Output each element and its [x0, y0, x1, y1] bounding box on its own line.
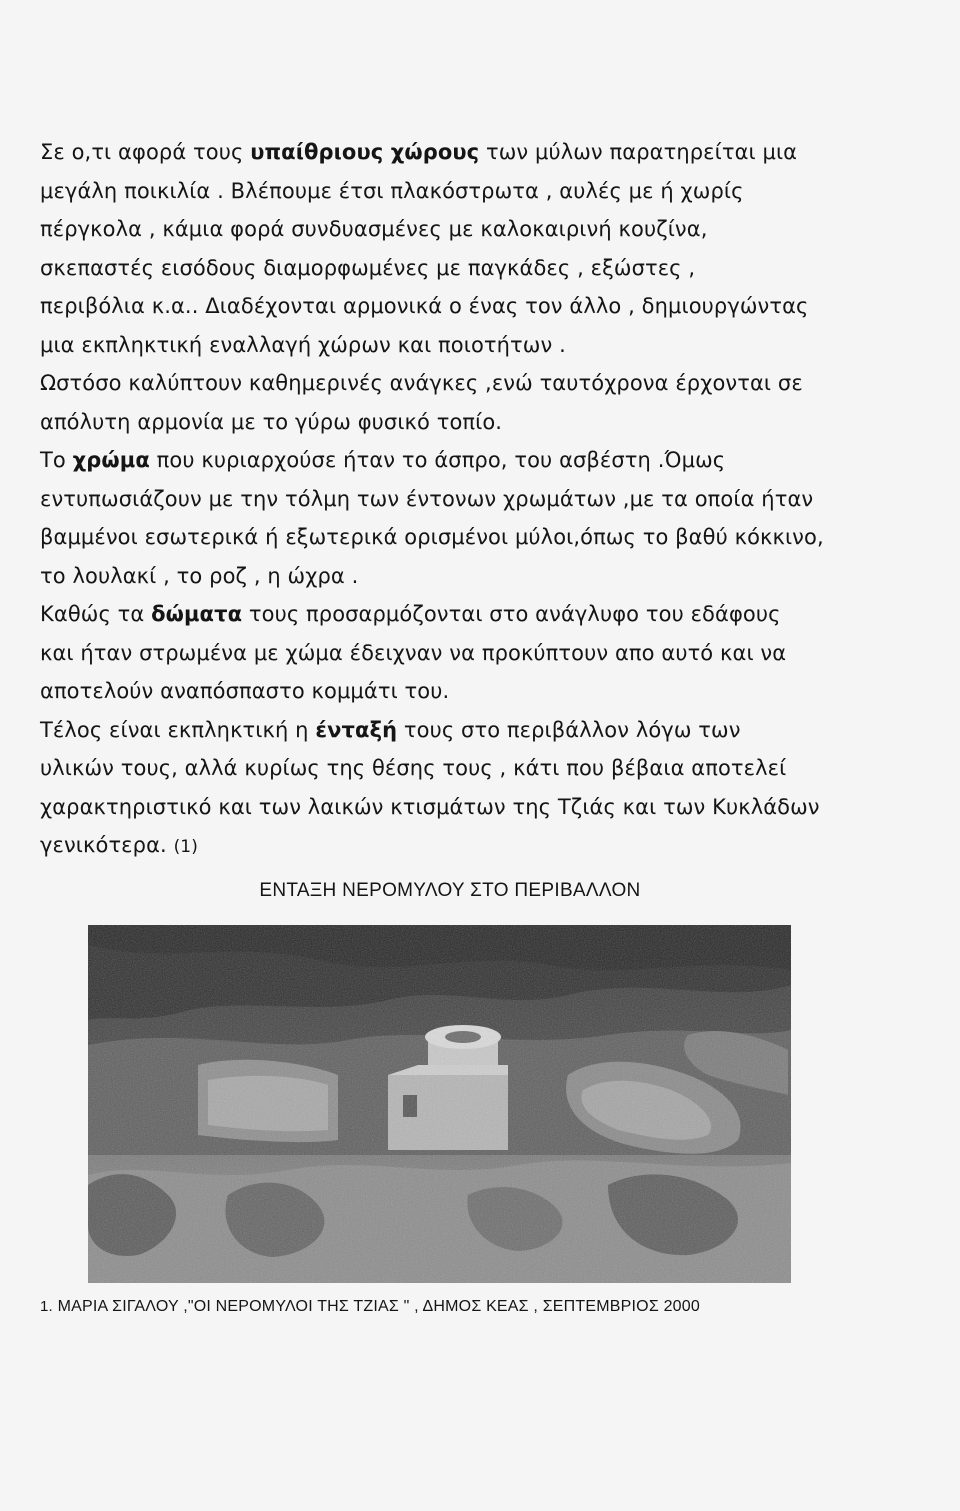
text-segment: χαρακτηριστικό και των λαικών κτισμάτων της Τζιάς και των Κυκλάδων	[40, 794, 820, 819]
text-line	[40, 326, 940, 365]
footnote-number: 1.	[40, 1298, 53, 1315]
text-segment: πέργκολα , κάμια φορά συνδυασμένες με καλοκαιρινή κουζίνα,	[40, 217, 708, 241]
text-segment: αποτελούν αναπόσπαστο κομμάτι του.	[40, 679, 450, 703]
text-line	[40, 480, 940, 519]
text-segment: Καθώς τα	[40, 602, 152, 626]
emphasized-term: χρώμα	[72, 448, 150, 472]
text-line	[40, 672, 940, 711]
text-line	[40, 403, 940, 442]
text-segment: τους προσαρμόζονται στο ανάγλυφο του εδάφους	[242, 602, 781, 626]
watermill-photo	[88, 925, 791, 1283]
text-segment: Σε ο,τι αφορά τους	[40, 140, 251, 164]
text-segment: Τέλος είναι εκπληκτική η	[40, 717, 316, 742]
footnote-text: ΜΑΡΙΑ ΣΙΓΑΛΟΥ ,"ΟΙ ΝΕΡΟΜΥΛΟΙ ΤΗΣ ΤΖΙΑΣ " , ΔΗΜΟΣ ΚΕΑΣ , ΣΕΠΤΕΜΒΡΙΟΣ 2000	[57, 1298, 700, 1315]
text-segment: υλικών τους, αλλά κυρίως της θέσης τους , κάτι που βέβαια αποτελεί	[40, 756, 787, 780]
text-segment: των μύλων παρατηρείται μια	[479, 140, 798, 164]
text-line	[40, 287, 940, 326]
text-segment: σκεπαστές εισόδους διαμορφωμένες με παγκάδες , εξώστες ,	[40, 255, 696, 280]
text-segment: Το	[40, 448, 73, 472]
text-segment: εντυπωσιάζουν με την τόλμη των έντονων χρωμάτων ,με τα οποία ήταν	[40, 486, 814, 511]
text-line	[40, 249, 940, 288]
text-line	[40, 788, 940, 827]
text-segment: που κυριαρχούσε ήταν το άσπρο, του ασβέστη .Όμως	[149, 448, 726, 472]
text-segment: περιβόλια κ.α.. Διαδέχονται αρμονικά ο ένας τον άλλο , δημιουργώντας	[40, 294, 809, 318]
text-line	[40, 210, 940, 249]
text-segment: μια εκπληκτική εναλλαγή χώρων και ποιοτήτων .	[40, 332, 566, 357]
emphasized-term: ένταξή	[315, 717, 398, 742]
text-segment: τους στο περιβάλλον λόγω των	[397, 717, 741, 742]
text-segment: Ωστόσο καλύπτουν καθημερινές ανάγκες ,ενώ ταυτόχρονα έρχονται σε	[40, 371, 803, 395]
text-line	[40, 634, 940, 673]
footnote	[40, 1298, 940, 1316]
figure-caption: ΕΝΤΑΞΗ ΝΕΡΟΜΥΛΟΥ ΣΤΟ ΠΕΡΙΒΑΛΛΟΝ	[259, 880, 641, 901]
text-line	[40, 172, 940, 211]
emphasized-term: δώματα	[151, 602, 243, 626]
text-segment: (1)	[173, 837, 198, 857]
text-line	[40, 364, 940, 403]
text-line	[40, 595, 940, 634]
text-line	[40, 711, 940, 750]
text-segment: απόλυτη αρμονία με το γύρω φυσικό τοπίο.	[40, 409, 503, 434]
watermill-photo-graphic	[88, 925, 791, 1283]
text-segment: το λουλακί , το ροζ , η ώχρα .	[40, 563, 359, 588]
text-line	[40, 749, 940, 788]
text-line	[40, 133, 940, 172]
text-line	[40, 518, 940, 557]
text-line	[40, 826, 940, 867]
text-segment: μεγάλη ποικιλία . Βλέπουμε έτσι πλακόστρωτα , αυλές με ή χωρίς	[40, 178, 744, 203]
body-text	[40, 133, 940, 867]
text-segment: και ήταν στρωμένα με χώμα έδειχναν να προκύπτουν απο αυτό και να	[40, 640, 787, 665]
text-segment: γενικότερα.	[40, 833, 174, 857]
emphasized-term: υπαίθριους χώρους	[250, 140, 480, 164]
text-line	[40, 441, 940, 480]
text-line	[40, 557, 940, 596]
text-segment: βαμμένοι εσωτερικά ή εξωτερικά ορισμένοι μύλοι,όπως το βαθύ κόκκινο,	[40, 525, 824, 549]
